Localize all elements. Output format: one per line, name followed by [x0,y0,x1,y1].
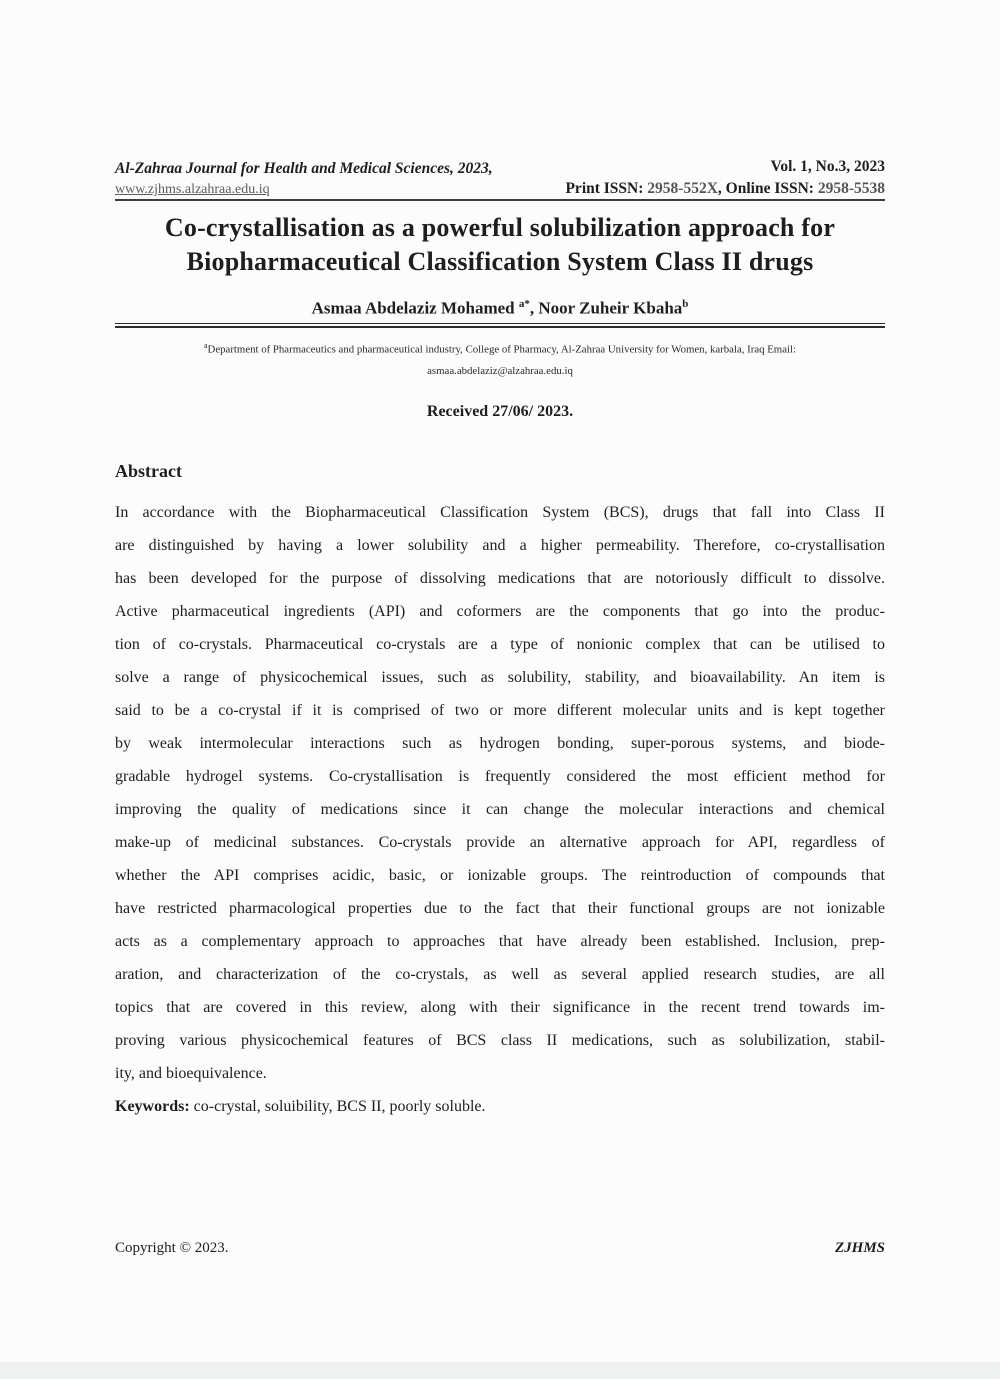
abstract-line: In accordance with the Biopharmaceutical Classification System (BCS), drugs that fall into Class II [115,503,885,521]
keywords-text: co-crystal, soluibility, BCS II, poorly soluble. [189,1097,486,1115]
issn-line: Print ISSN: 2958-552X, Online ISSN: 2958-5538 [565,180,885,197]
keywords-label: Keywords: [115,1097,190,1115]
authors: Asmaa Abdelaziz Mohamed $^{a*}$, Noor Zuheir Kbaha$^b$ [311,297,689,318]
abstract-line: topics that are covered in this review, along with their significance in the recent trend towards im- [115,998,885,1016]
journal-brand: ZJHMS [834,1240,885,1256]
affiliation-email: asmaa.abdelaziz@alzahraa.edu.iq [427,364,573,377]
abstract-line: said to be a co-crystal if it is comprised of two or more different molecular units and is kept together [115,701,885,719]
header-rule [115,199,885,201]
abstract-heading: Abstract [115,460,182,481]
abstract-line: gradable hydrogel systems. Co-crystallisation is frequently considered the most efficient method for [115,767,885,785]
abstract-lines [115,496,885,1090]
abstract-line: improving the quality of medications since it can change the molecular interactions and chemical [115,800,885,818]
journal-header [115,158,885,198]
volume-issue: Vol. 1, No.3, 2023 [770,158,885,175]
abstract-line: acts as a complementary approach to approaches that have already been established. Inclusion, prep- [115,932,885,950]
journal-name: Al-Zahraa Journal for Health and Medical Sciences, 2023, [115,160,493,177]
journal-header-left [115,160,493,198]
journal-url-link[interactable]: www.zjhms.alzahraa.edu.iq [115,182,270,197]
abstract-line: tion of co-crystals. Pharmaceutical co-crystals are a type of nonionic complex that can be utilised to [115,635,885,653]
bottom-strip [0,1362,1000,1379]
abstract-line: has been developed for the purpose of dissolving medications that are notoriously difficult to dissolve. [115,569,885,587]
journal-header-right [565,158,885,198]
page-footer [115,1240,885,1257]
abstract-line: have restricted pharmacological properties due to the fact that their functional groups are not ionizable [115,899,885,917]
abstract-line: aration, and characterization of the co-crystals, as well as several applied research studies, are all [115,965,885,983]
abstract-line: proving various physicochemical features of BCS class II medications, such as solubilization, stabil- [115,1031,885,1049]
received-date: Received 27/06/ 2023. [426,402,574,420]
affiliation: $^a$Department of Pharmaceutics and pharmaceutical industry, College of Pharmacy, Al-Zahraa University for Women, karbala, Iraq Email: [203,341,796,356]
abstract-line: solve a range of physicochemical issues, such as solubility, stability, and bioavailability. An item is [115,668,885,686]
abstract-line: make-up of medicinal substances. Co-crystals provide an alternative approach for API, regardless of [115,833,885,851]
paper-title: Co-crystallisation as a powerful solubilization approach for Biopharmaceutical Classification System Class II drugs [164,213,836,277]
abstract-line: by weak intermolecular interactions such as hydrogen bonding, super-porous systems, and biode- [115,734,885,752]
abstract-line: ity, and bioequivalence. [115,1064,267,1082]
authors-rule [115,323,885,328]
abstract-line: Active pharmaceutical ingredients (API) and coformers are the components that go into the produc- [115,602,885,620]
abstract-line: are distinguished by having a lower solubility and a higher permeability. Therefore, co-crystallisation [115,536,885,554]
abstract-line: whether the API comprises acidic, basic, or ionizable groups. The reintroduction of compounds that [115,866,885,884]
copyright-text: Copyright © 2023. [115,1240,229,1256]
keywords-line [115,1090,885,1123]
